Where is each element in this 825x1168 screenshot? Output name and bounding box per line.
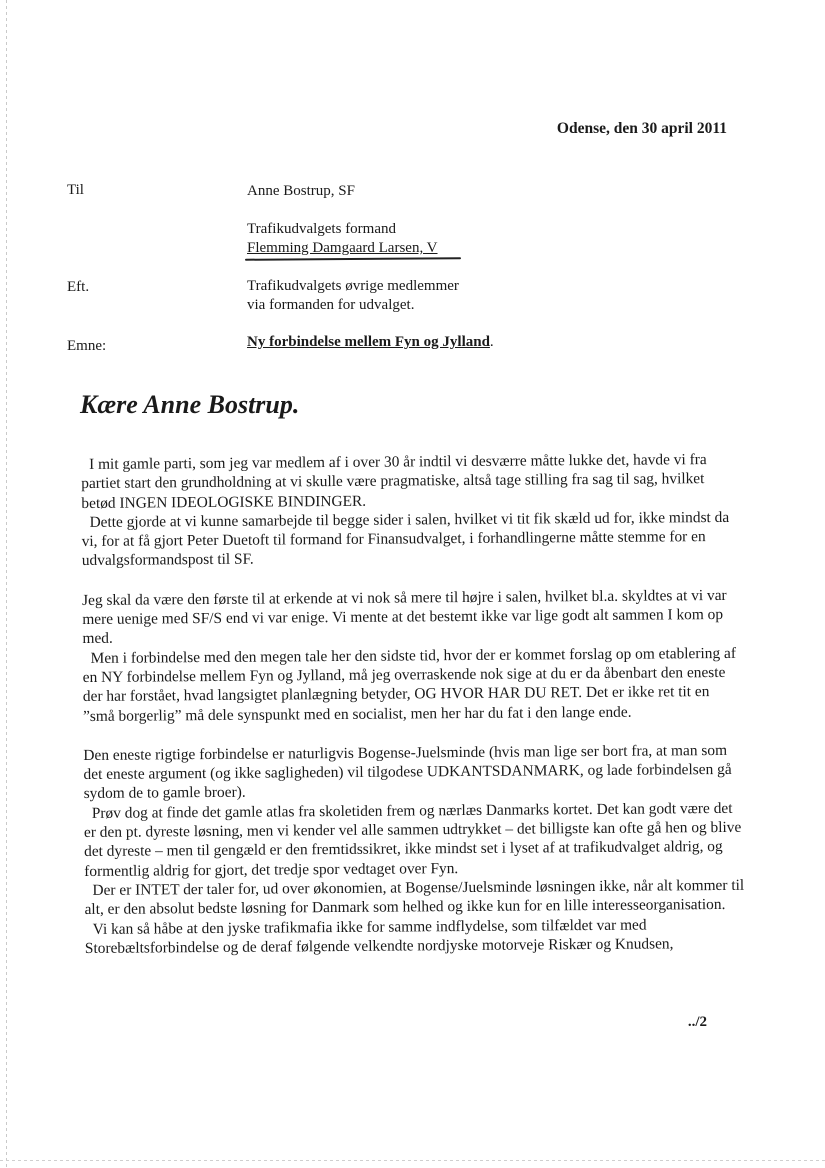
paragraph: Jeg skal da være den første til at erkende at vi nok så mere til højre i salen, hvilket bl.a. skyldtes at vi var mere uenige med SF/S end vi var enige. Vi mente at det bestemt ikke var lige godt alt sammen I kom op med. — [82, 586, 727, 648]
cc-line-2: via formanden for udvalget. — [247, 297, 415, 313]
subject-line — [247, 333, 494, 352]
page-continuation: ../2 — [687, 1014, 707, 1030]
paragraph: Der er INTET der taler for, ud over økonomien, at Bogense/Juelsminde løsningen ikke, når alt kommer til alt, er den absolut bedste løsning for Danmark som helhed og ikke kun for en lille interesseorganisation. — [84, 876, 745, 919]
date-line: Odense, den 30 april 2011 — [556, 120, 727, 137]
subject-period: . — [489, 334, 494, 350]
paragraph: Den eneste rigtige forbindelse er naturligvis Bogense-Juelsminde (hvis man lige ser bort fra, at man som det eneste argument (og ikke sagligheden) vil tilgodese UDKANTSDANMARK, og lade forbindelsen gå sydom de to gamle broer). — [83, 741, 732, 803]
to-label: Til — [67, 182, 84, 198]
greeting: Kære Anne Bostrup. — [80, 390, 300, 419]
to-chair-title: Trafikudvalgets formand — [247, 221, 397, 237]
cc-label: Eft. — [67, 279, 90, 295]
paragraph: Dette gjorde at vi kunne samarbejde til begge sider i salen, hvilket vi tit fik skæld ud for, ikke mindst da vi, for at få gjort Peter Duetoft til formand for Finansudvalget, i forhandlingerne måtte stemme for en udvalgsformandspost til SF. — [81, 508, 730, 570]
subject-label: Emne: — [67, 338, 107, 354]
letter-body — [81, 450, 745, 958]
to-recipient: Anne Bostrup, SF — [247, 183, 355, 199]
paragraph: Vi kan så håbe at den jyske trafikmafia ikke for samme indflydelse, som tilfældet var med Storebæltsforbindelse og de deraf følgende velkendte nordjyske motorveje Riskær og Knudsen, — [84, 916, 674, 957]
paragraph: Prøv dog at finde det gamle atlas fra skoletiden frem og nærlæs Danmarks kortet. Det kan godt være det er den pt. dyreste løsning, men vi kender vel alle sammen udtrykket – det billigste kan ofte gå hen og blive det dyreste – men til gengæld er den fremtidssikret, ikke mindst set i lyset af at trafikudvalget aldrig, og formentlig aldrig for gjort, det tredje spor vedtaget over Fyn. — [83, 799, 742, 880]
subject-text: Ny forbindelse mellem Fyn og Jylland — [247, 334, 490, 350]
to-chair-name: Flemming Damgaard Larsen, V — [247, 240, 438, 256]
paragraph: Men i forbindelse med den megen tale her den sidste tid, hvor der er kommet forslag op om etablering af en NY forbindelse mellem Fyn og Jylland, må jeg overraskende nok sige at du er da åbenbart den eneste der har forstået, hvad langsigtet planlægning betyder, OG HVOR HAR DU RET. Det er ikke ret tit en ”små borgerlig” må dele synspunkt med en socialist, men her har du fat i den lange ende. — [82, 644, 737, 725]
paragraph: I mit gamle parti, som jeg var medlem af i over 30 år indtil vi desværre måtte lukke det, havde vi fra partiet start den grundholdning at vi skulle være pragmatiske, altså tage stilling fra sag til sag, hvilket betød INGEN IDEOLOGISKE BINDINGER. — [81, 451, 707, 512]
cc-line-1: Trafikudvalgets øvrige medlemmer — [247, 278, 459, 294]
scan-edge-left — [6, 0, 7, 1168]
scan-edge-bottom — [0, 1160, 825, 1161]
handwritten-underline — [245, 257, 461, 261]
